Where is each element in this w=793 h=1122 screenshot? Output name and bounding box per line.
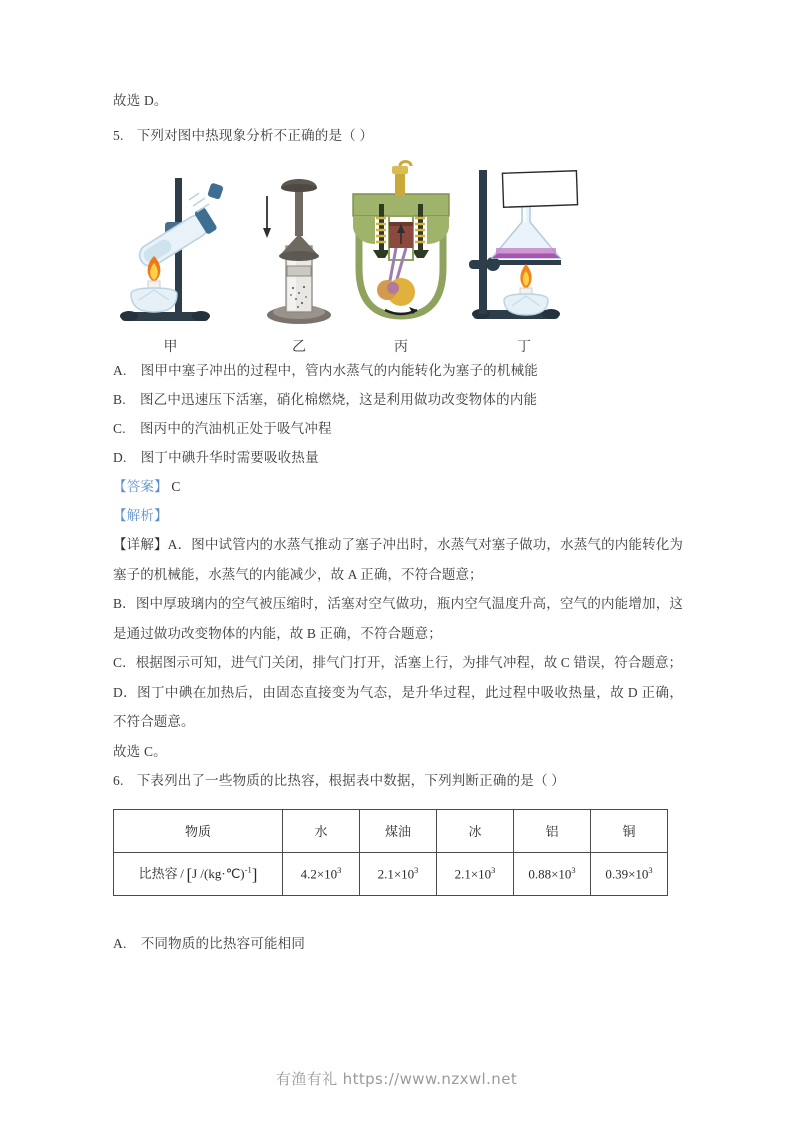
- question-6-stem-text: 下表列出了一些物质的比热容，根据表中数据，下列判断正确的是（ ）: [136, 772, 565, 788]
- question-5-option-d: [113, 443, 683, 472]
- table-value-ice: [437, 852, 514, 895]
- watermark: 有渔有礼 https://www.nzxwl.net: [275, 1070, 518, 1088]
- value-ice-mantissa: 2.1: [454, 866, 471, 882]
- specific-heat-table: [113, 809, 668, 896]
- figure-jia: [113, 160, 228, 356]
- table-value-aluminum: [514, 852, 591, 895]
- fire-piston-compression-icon: [253, 160, 345, 332]
- table-value-copper: [591, 852, 668, 895]
- option-d-text: 图丁中碘升华时需要吸收热量: [140, 450, 319, 465]
- test-tube-stopper-ejection-icon: [113, 160, 228, 332]
- unit-label-prefix: 比热容: [138, 865, 178, 881]
- value-aluminum-exponent: 3: [571, 864, 576, 875]
- answer-value: C: [171, 479, 181, 494]
- value-copper-exponent: 3: [648, 864, 653, 875]
- question-5-stem: [113, 121, 683, 150]
- question-5-stem-text: 下列对图中热现象分析不正确的是（ ）: [136, 128, 374, 143]
- table-header-copper: 铜: [591, 809, 668, 852]
- q6-option-a-text: 不同物质的比热容可能相同: [140, 935, 306, 951]
- table-value-kerosene: [360, 852, 437, 895]
- value-copper-mantissa: 0.39: [605, 866, 629, 882]
- question-5-conclusion: 故选 C。: [113, 743, 167, 759]
- figure-yi: [253, 160, 345, 356]
- table-header-water: 水: [283, 809, 360, 852]
- question-5-detail-paragraph-4: D．图丁中碘在加热后，由固态直接变为气态，是升华过程，此过程中吸收热量，故 D 正确，不符合题意。: [113, 684, 683, 729]
- question-5-option-a: [113, 356, 683, 385]
- table-row-header: [114, 809, 668, 852]
- question-5-option-b: [113, 385, 683, 414]
- table-header-kerosene: 煤油: [360, 809, 437, 852]
- figure-ding: [465, 160, 583, 356]
- figure-yi-label: 乙: [292, 340, 306, 355]
- question-5-analysis-row: [113, 501, 683, 530]
- question-5-detail-paragraph-3: C．根据图示可知，进气门关闭，排气门打开，活塞上行，为排气冲程，故 C 错误，符合题意；: [113, 655, 683, 670]
- table-row-values: [114, 852, 668, 895]
- option-c-key: C.: [113, 421, 126, 436]
- table-value-water: [283, 852, 360, 895]
- answer-tag: 【答案】: [113, 479, 168, 494]
- value-ice-exponent: 3: [491, 864, 496, 875]
- table-header-aluminum: 铝: [514, 809, 591, 852]
- unit-label-exponent: -1: [244, 864, 252, 875]
- question-5-detail-paragraph-1: [113, 530, 683, 589]
- value-water-mantissa: 4.2: [300, 866, 317, 882]
- q6-option-a-key: A.: [113, 935, 127, 951]
- option-b-text: 图乙中迅速压下活塞，硝化棉燃烧，这是利用做功改变物体的内能: [139, 392, 538, 407]
- figure-bing: [345, 160, 457, 356]
- value-kerosene-mantissa: 2.1: [377, 866, 394, 882]
- table-header-ice: 冰: [437, 809, 514, 852]
- value-kerosene-times: ×10: [393, 866, 415, 882]
- option-c-text: 图丙中的汽油机正处于吸气冲程: [139, 421, 332, 436]
- value-water-exponent: 3: [337, 864, 342, 875]
- question-5-option-c: [113, 414, 683, 443]
- question-6-number: 6.: [113, 772, 124, 788]
- option-d-key: D.: [113, 450, 127, 465]
- detail-tag: 【详解】: [113, 537, 168, 552]
- option-a-text: 图甲中塞子冲出的过程中，管内水蒸气的内能转化为塞子的机械能: [140, 363, 538, 378]
- option-b-key: B.: [113, 392, 126, 407]
- detail-paragraph-1-text: A．图中试管内的水蒸气推动了塞子冲出时，水蒸气对塞子做功，水蒸气的内能转化为塞子的机械能，水蒸气的内能减少，故 A 正确，不符合题意；: [113, 537, 683, 582]
- gasoline-engine-cross-section-icon: [345, 160, 457, 332]
- figure-bing-label: 丙: [394, 340, 408, 355]
- figure-ding-label: 丁: [517, 340, 531, 355]
- table-header-substance: 物质: [114, 809, 283, 852]
- value-copper-times: ×10: [628, 866, 649, 882]
- question-5-detail-paragraph-2: B．图中厚玻璃内的空气被压缩时，活塞对空气做功，瓶内空气温度升高，空气的内能增加，这是通过做功改变物体的内能，故 B 正确，不符合题意；: [113, 596, 683, 641]
- question-5-answer-row: [113, 472, 683, 501]
- table-label-specific-heat-unit: 比热容 / [J /(kg·℃)$^{-1}$]: [114, 852, 283, 895]
- specific-heat-table-wrapper: [113, 809, 683, 896]
- question-6-stem: [113, 766, 683, 795]
- analysis-tag: 【解析】: [113, 508, 168, 523]
- value-aluminum-mantissa: 0.88: [528, 866, 552, 882]
- page-content: [113, 86, 683, 958]
- value-water-times: ×10: [316, 866, 338, 882]
- unit-label-unit: J /(kg·℃): [192, 865, 245, 881]
- question-5-number: 5.: [113, 128, 124, 143]
- option-a-key: A.: [113, 363, 127, 378]
- value-kerosene-exponent: 3: [414, 864, 419, 875]
- question-6-option-a: [113, 929, 683, 958]
- previous-answer-line: 故选 D。: [113, 93, 168, 108]
- value-aluminum-times: ×10: [551, 866, 572, 882]
- figure-jia-label: 甲: [163, 340, 178, 355]
- iodine-sublimation-flask-icon: [465, 160, 583, 332]
- question-5-figure-row: [113, 160, 683, 356]
- value-ice-times: ×10: [470, 866, 492, 882]
